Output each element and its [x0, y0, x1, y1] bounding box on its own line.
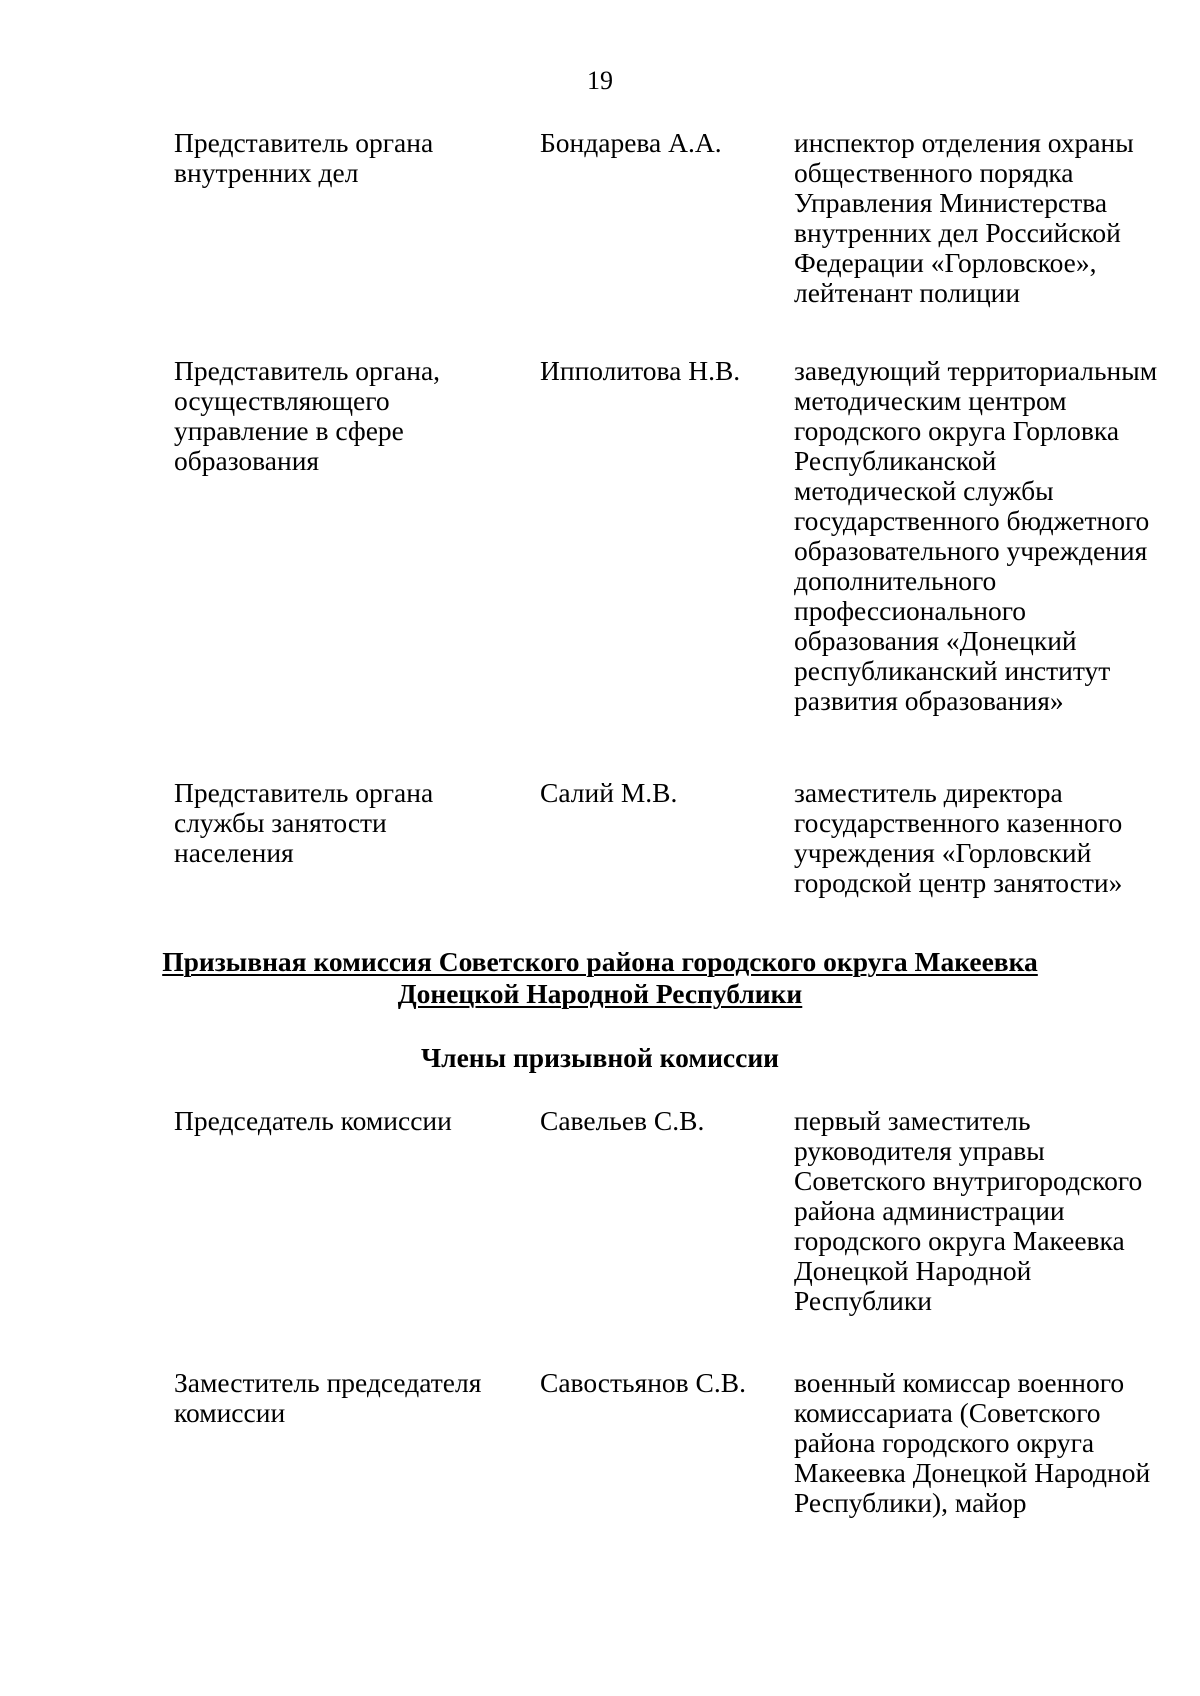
member-role: Представитель органа службы занятости населения [174, 777, 434, 868]
section-title-line-1: Призывная комиссия Советского района городского округа Макеевка [162, 946, 1038, 977]
page-number: 19 [587, 66, 613, 95]
section-title [0, 946, 1200, 1010]
section-title-line-2: Донецкой Народной Республики [397, 978, 803, 1009]
member-role: Представитель органа внутренних дел [174, 127, 434, 188]
subsection-title: Члены призывной комиссии [420, 1042, 780, 1073]
member-role: Представитель органа, осуществляющего управление в сфере образования [174, 355, 441, 476]
member-name: Савельев С.В. [540, 1105, 705, 1136]
member-role: Заместитель председателя комиссии [174, 1367, 482, 1428]
member-position: заведующий территориальным методическим центром городского округа Горловка Республиканской методической службы государственного бюджетного образовательного учреждения дополнительного профессионального образования «Донецкий республиканский институт развития образования» [794, 355, 1158, 716]
member-position: инспектор отделения охраны общественного порядка Управления Министерства внутренних дел Российской Федерации «Горловское», лейтенант полиции [794, 127, 1134, 308]
member-name: Ипполитова Н.В. [540, 355, 741, 386]
member-position: военный комиссар военного комиссариата (Советского района городского округа Макеевка Донецкой Народной Республики), майор [794, 1367, 1151, 1518]
member-position: первый заместитель руководителя управы Советского внутригородского района администрации городского округа Макеевка Донецкой Народной Республики [794, 1105, 1143, 1316]
member-role: Председатель комиссии [174, 1105, 452, 1136]
member-position: заместитель директора государственного казенного учреждения «Горловский городской центр занятости» [794, 777, 1123, 898]
member-name: Бондарева А.А. [540, 127, 722, 158]
member-name: Салий М.В. [540, 777, 678, 808]
member-name: Савостьянов С.В. [540, 1367, 746, 1398]
